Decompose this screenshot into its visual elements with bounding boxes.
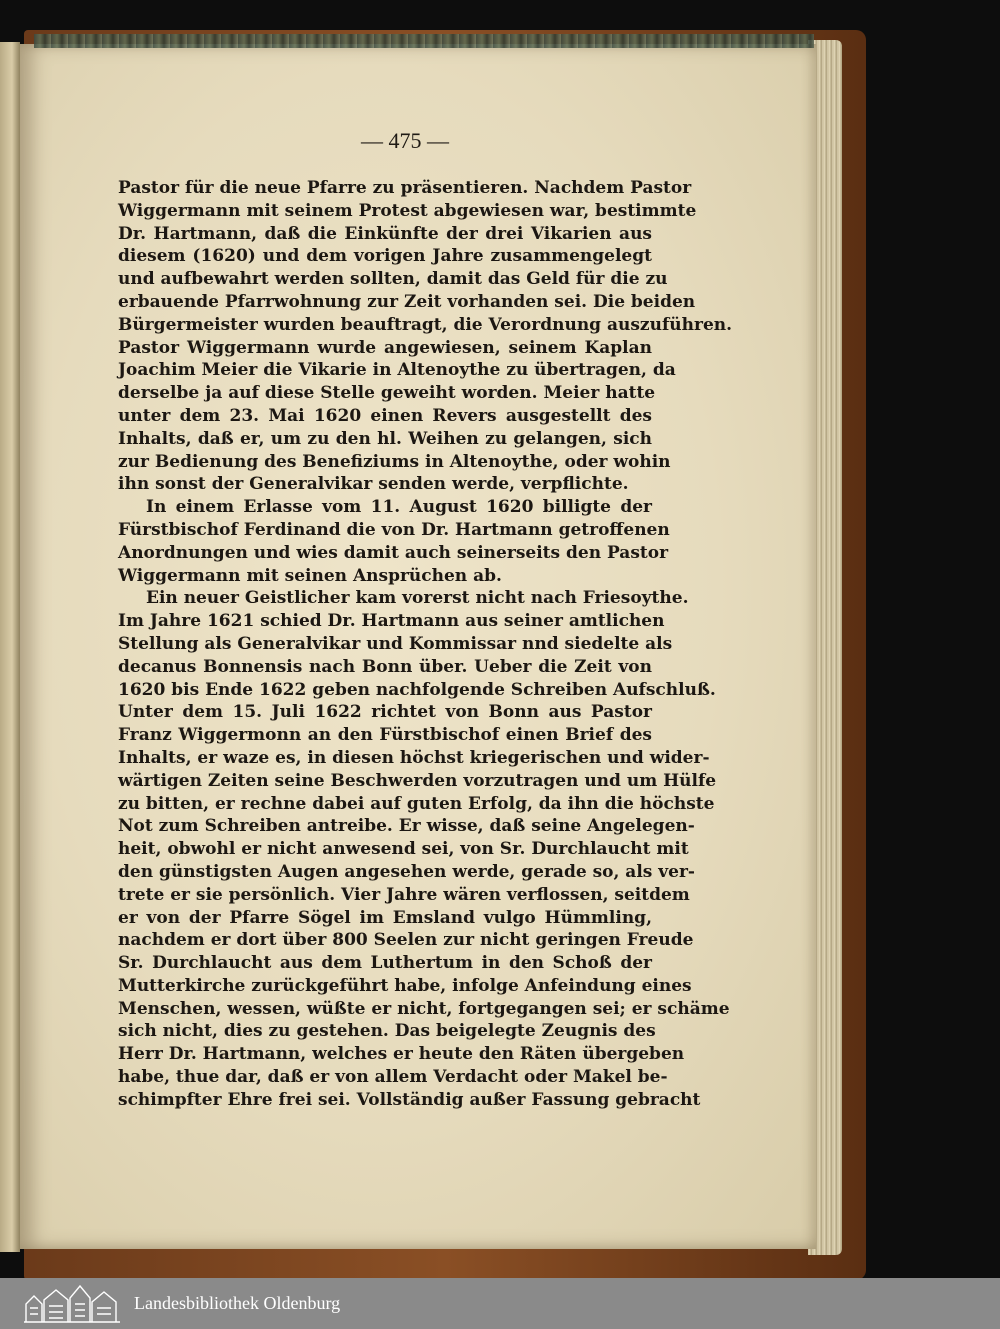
footer-bar — [0, 1278, 1000, 1329]
text-line: Inhalts, er waze es, in diesen höchst kriegerischen und wider- — [118, 747, 710, 768]
text-line: decanus Bonnensis nach Bonn über. Ueber die Zeit von — [118, 656, 652, 677]
text-line: zur Bedienung des Benefiziums in Altenoythe, oder wohin — [118, 451, 671, 472]
text-line: In einem Erlasse vom 11. August 1620 billigte der — [146, 497, 652, 518]
text-line: Inhalts, daß er, um zu den hl. Weihen zu gelangen, sich — [118, 428, 652, 449]
text-line: diesem (1620) und dem vorigen Jahre zusammengelegt — [118, 246, 652, 267]
text-line: Pastor Wiggermann wurde angewiesen, seinem Kaplan — [118, 337, 652, 358]
text-line: ihn sonst der Generalvikar senden werde, verpflichte. — [118, 474, 629, 495]
text-line: erbauende Pfarrwohnung zur Zeit vorhanden sei. Die beiden — [118, 291, 696, 312]
text-line: Franz Wiggermonn an den Fürstbischof einen Brief des — [118, 725, 652, 746]
text-line: nachdem er dort über 800 Seelen zur nicht geringen Freude — [118, 930, 694, 951]
text-line: Im Jahre 1621 schied Dr. Hartmann aus seiner amtlichen — [118, 611, 665, 632]
text-line: heit, obwohl er nicht anwesend sei, von Sr. Durchlaucht mit — [118, 839, 689, 860]
text-line: zu bitten, er rechne dabei auf guten Erfolg, da ihn die höchste — [118, 793, 715, 814]
text-line: Not zum Schreiben antreibe. Er wisse, daß seine Angelegen- — [118, 816, 695, 837]
text-line: sich nicht, dies zu gestehen. Das beigelegte Zeugnis des — [118, 1021, 656, 1042]
text-line: wärtigen Zeiten seine Beschwerden vorzutragen und um Hülfe — [118, 770, 717, 791]
text-line: Menschen, wessen, wüßte er nicht, fortgegangen sei; er schäme — [118, 998, 730, 1019]
text-line: Anordnungen und wies damit auch seinerseits den Pastor — [118, 542, 669, 563]
text-line: er von der Pfarre Sögel im Emsland vulgo Hümmling, — [118, 907, 652, 928]
page-top-strip — [34, 34, 814, 48]
text-line: Sr. Durchlaucht aus dem Luthertum in den Schoß der — [118, 953, 652, 974]
text-line: Stellung als Generalvikar und Kommissar nnd siedelte als — [118, 633, 673, 654]
library-building-icon — [22, 1282, 122, 1326]
text-line: Dr. Hartmann, daß die Einkünfte der drei Vikarien aus — [118, 223, 652, 244]
text-line: Mutterkirche zurückgeführt habe, infolge Anfeindung eines — [118, 975, 692, 996]
text-line: 1620 bis Ende 1622 geben nachfolgende Schreiben Aufschluß. — [118, 679, 716, 700]
body-text — [118, 177, 733, 1112]
text-line: Wiggermann mit seinem Protest abgewiesen war, bestimmte — [118, 200, 697, 221]
text-line: Joachim Meier die Vikarie in Altenoythe zu übertragen, da — [118, 360, 676, 381]
text-line: Bürgermeister wurden beauftragt, die Verordnung auszuführen. — [118, 314, 733, 335]
footer-label: Landesbibliothek Oldenburg — [134, 1293, 341, 1313]
text-line: Unter dem 15. Juli 1622 richtet von Bonn aus Pastor — [118, 702, 652, 723]
text-line: trete er sie persönlich. Vier Jahre wären verflossen, seitdem — [118, 884, 690, 905]
text-line: schimpfter Ehre frei sei. Vollständig außer Fassung gebracht — [118, 1089, 701, 1110]
text-line: Pastor für die neue Pfarre zu präsentieren. Nachdem Pastor — [118, 178, 692, 198]
left-page-edge — [0, 42, 20, 1252]
text-line: Fürstbischof Ferdinand die von Dr. Hartmann getroffenen — [118, 519, 670, 540]
text-line: den günstigsten Augen angesehen werde, gerade so, als ver- — [118, 861, 695, 882]
text-line: und aufbewahrt werden sollten, damit das Geld für die zu — [118, 269, 668, 290]
text-line: unter dem 23. Mai 1620 einen Revers ausgestellt des — [118, 405, 652, 426]
text-line: Ein neuer Geistlicher kam vorerst nicht nach Friesoythe. — [146, 588, 689, 609]
text-line: habe, thue dar, daß er von allem Verdacht oder Makel be- — [118, 1067, 668, 1088]
text-line: Wiggermann mit seinen Ansprüchen ab. — [118, 565, 502, 586]
text-line: Herr Dr. Hartmann, welches er heute den Räten übergeben — [118, 1044, 685, 1065]
text-line: derselbe ja auf diese Stelle geweiht worden. Meier hatte — [118, 383, 656, 404]
page-number: — 475 — — [361, 128, 449, 153]
